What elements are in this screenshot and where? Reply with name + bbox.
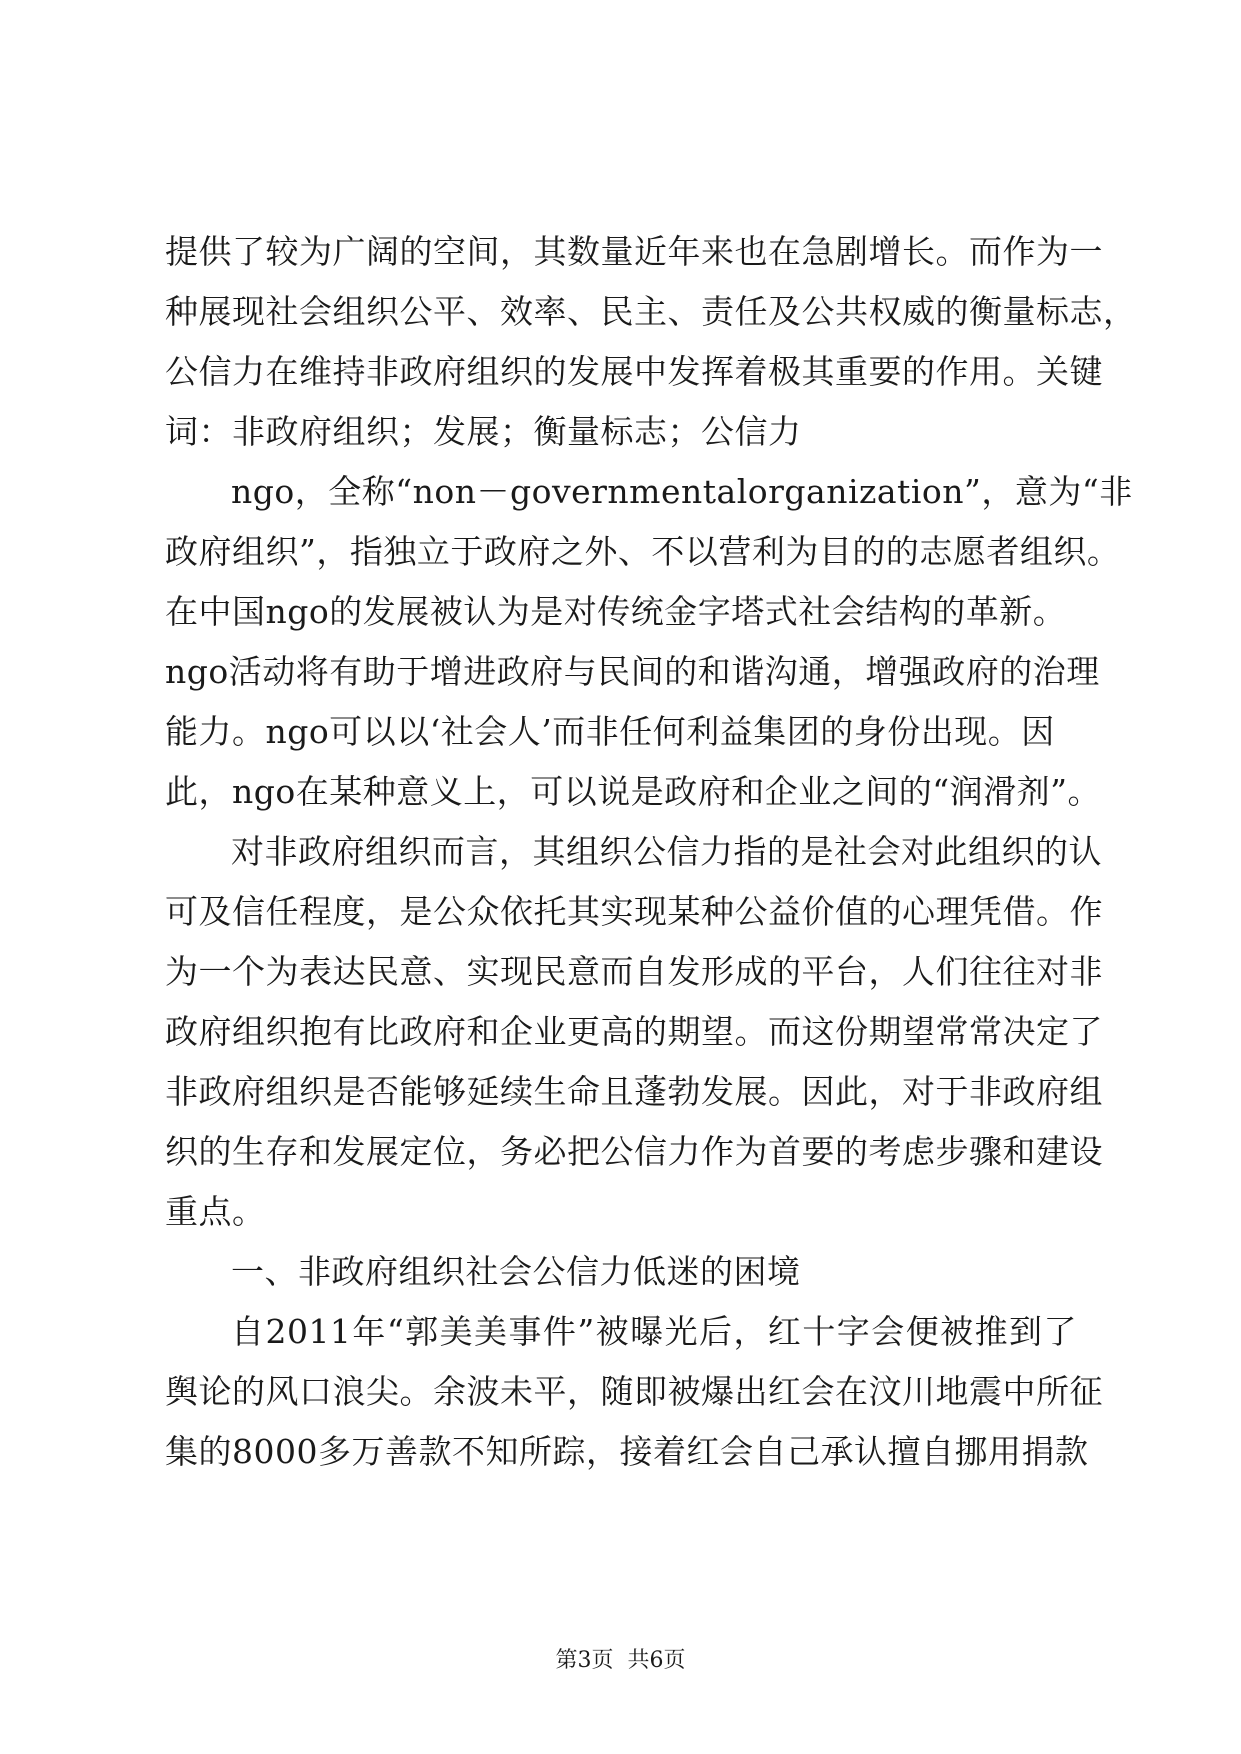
text-line: 公信力在维持非政府组织的发展中发挥着极其重要的作用。关键: [165, 352, 1103, 391]
text-line: 此，ngo在某种意义上，可以说是政府和企业之间的“润滑剂”。: [165, 772, 1101, 811]
page-footer: [0, 1646, 1241, 1676]
text-line: 重点。: [165, 1192, 266, 1231]
text-line: 政府组织”，指独立于政府之外、不以营利为目的的志愿者组织。: [165, 532, 1121, 571]
text-line: 政府组织抱有比政府和企业更高的期望。而这份期望常常决定了: [165, 1012, 1103, 1051]
text-line: 舆论的风口浪尖。余波未平，随即被爆出红会在汶川地震中所征: [165, 1372, 1103, 1411]
text-line: 非政府组织是否能够延续生命且蓬勃发展。因此，对于非政府组: [165, 1072, 1103, 1111]
text-line: 词：非政府组织；发展；衡量标志；公信力: [165, 412, 802, 451]
paragraph-start-line: 自2011年“郭美美事件”被曝光后，红十字会便被推到了: [231, 1312, 1077, 1351]
section-heading: 一、非政府组织社会公信力低迷的困境: [231, 1252, 801, 1291]
paragraph-start-line: ngo，全称“non－governmentalorganization”，意为“非: [231, 472, 1133, 511]
text-line: 集的8000多万善款不知所踪，接着红会自己承认擅自挪用捐款: [165, 1432, 1089, 1471]
page-number: 第3页: [555, 1648, 614, 1673]
text-line: 种展现社会组织公平、效率、民主、责任及公共权威的衡量标志，: [165, 292, 1137, 331]
text-line: 提供了较为广阔的空间，其数量近年来也在急剧增长。而作为一: [165, 232, 1103, 271]
text-line: 能力。ngo可以以‘社会人’而非任何利益集团的身份出现。因: [165, 712, 1055, 751]
text-line: 在中国ngo的发展被认为是对传统金字塔式社会结构的革新。: [165, 592, 1067, 631]
text-line: 织的生存和发展定位，务必把公信力作为首要的考虑步骤和建设: [165, 1132, 1103, 1171]
paragraph-start-line: 对非政府组织而言，其组织公信力指的是社会对此组织的认: [231, 832, 1102, 871]
text-line: ngo活动将有助于增进政府与民间的和谐沟通，增强政府的治理: [165, 652, 1100, 691]
total-pages: 共6页: [627, 1648, 686, 1673]
text-line: 为一个为表达民意、实现民意而自发形成的平台，人们往往对非: [165, 952, 1103, 991]
text-line: 可及信任程度，是公众依托其实现某种公益价值的心理凭借。作: [165, 892, 1103, 931]
